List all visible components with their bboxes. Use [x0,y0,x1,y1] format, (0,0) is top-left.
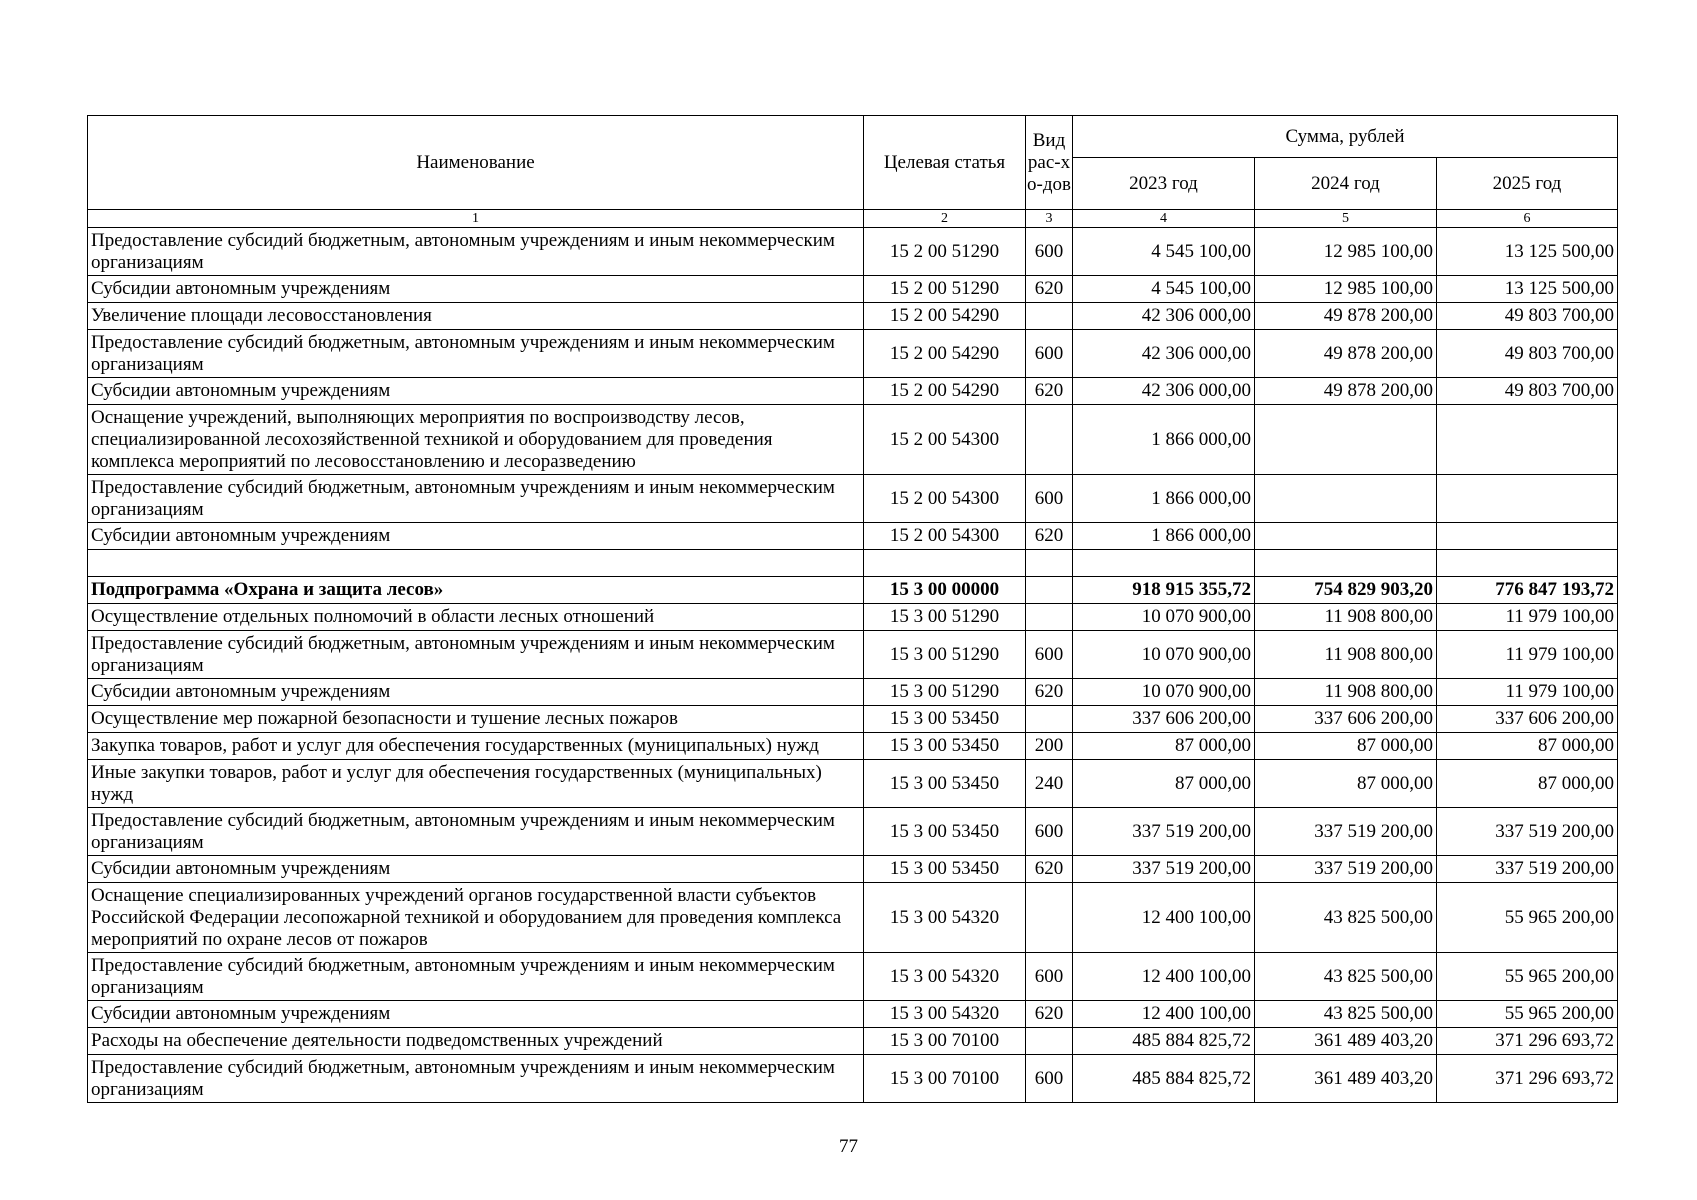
row-target-code: 15 3 00 51290 [864,679,1026,706]
row-amount-2023: 42 306 000,00 [1073,378,1255,405]
row-name: Субсидии автономным учреждениям [88,1001,864,1028]
table-row [88,303,1618,330]
row-target-code: 15 2 00 51290 [864,228,1026,276]
row-name: Оснащение специализированных учреждений органов государственной власти субъектов Российской Федерации лесопожарной техникой и оборудованием для проведения комплекса мероприятий по охране лесов от пожаров [88,883,864,953]
row-name: Предоставление субсидий бюджетным, автономным учреждениям и иным некоммерческим организациям [88,1055,864,1103]
row-target-code: 15 2 00 51290 [864,276,1026,303]
row-target-code: 15 2 00 54300 [864,405,1026,475]
row-expense-kind: 200 [1026,733,1073,760]
row-name: Субсидии автономным учреждениям [88,856,864,883]
row-amount-2024: 337 519 200,00 [1255,808,1437,856]
row-amount-2025 [1437,523,1618,550]
row-amount-2023: 4 545 100,00 [1073,276,1255,303]
table-row [88,475,1618,523]
row-target-code: 15 3 00 53450 [864,856,1026,883]
row-amount-2023: 42 306 000,00 [1073,330,1255,378]
column-index: 5 [1255,210,1437,228]
row-target-code: 15 3 00 51290 [864,631,1026,679]
row-expense-kind [1026,303,1073,330]
row-amount-2025: 87 000,00 [1437,733,1618,760]
table-row [88,631,1618,679]
row-target-code: 15 2 00 54290 [864,330,1026,378]
row-amount-2023: 918 915 355,72 [1073,577,1255,604]
row-amount-2025: 13 125 500,00 [1437,228,1618,276]
row-amount-2024: 361 489 403,20 [1255,1028,1437,1055]
row-target-code: 15 3 00 70100 [864,1028,1026,1055]
table-row [88,856,1618,883]
row-expense-kind: 600 [1026,631,1073,679]
table-row [88,1028,1618,1055]
row-amount-2024: 12 985 100,00 [1255,276,1437,303]
header-code: Целевая статья [864,116,1026,210]
row-expense-kind: 620 [1026,1001,1073,1028]
header-year-2025: 2025 год [1437,158,1618,210]
row-target-code: 15 3 00 00000 [864,577,1026,604]
row-amount-2023: 87 000,00 [1073,733,1255,760]
table-body [88,228,1618,1103]
row-amount-2025: 55 965 200,00 [1437,883,1618,953]
row-name: Оснащение учреждений, выполняющих мероприятия по воспроизводству лесов, специализированной лесохозяйственной техникой и оборудованием для проведения комплекса мероприятий по лесовосстановлению и лесоразведению [88,405,864,475]
row-name: Осуществление мер пожарной безопасности и тушение лесных пожаров [88,706,864,733]
row-amount-2024 [1255,523,1437,550]
table-row [88,550,1618,577]
row-expense-kind: 600 [1026,808,1073,856]
table-row [88,330,1618,378]
table-row [88,523,1618,550]
row-expense-kind [1026,405,1073,475]
row-expense-kind: 600 [1026,953,1073,1001]
row-amount-2023: 12 400 100,00 [1073,1001,1255,1028]
table-row [88,276,1618,303]
row-amount-2025: 11 979 100,00 [1437,679,1618,706]
table-row [88,808,1618,856]
table-row [88,679,1618,706]
row-amount-2024: 43 825 500,00 [1255,1001,1437,1028]
table-row [88,706,1618,733]
row-amount-2024: 43 825 500,00 [1255,883,1437,953]
row-amount-2024: 11 908 800,00 [1255,604,1437,631]
row-amount-2025 [1437,405,1618,475]
row-amount-2024 [1255,405,1437,475]
header-year-2024: 2024 год [1255,158,1437,210]
row-amount-2023: 4 545 100,00 [1073,228,1255,276]
row-expense-kind: 240 [1026,760,1073,808]
row-amount-2024: 361 489 403,20 [1255,1055,1437,1103]
table-row [88,405,1618,475]
row-name: Предоставление субсидий бюджетным, автономным учреждениям и иным некоммерческим организациям [88,330,864,378]
row-expense-kind [1026,550,1073,577]
row-amount-2025: 11 979 100,00 [1437,631,1618,679]
row-target-code: 15 3 00 54320 [864,1001,1026,1028]
row-amount-2023 [1073,550,1255,577]
row-amount-2024: 49 878 200,00 [1255,378,1437,405]
row-expense-kind [1026,883,1073,953]
row-amount-2023: 10 070 900,00 [1073,631,1255,679]
row-amount-2024: 49 878 200,00 [1255,303,1437,330]
row-amount-2023: 337 519 200,00 [1073,808,1255,856]
row-target-code [864,550,1026,577]
table-row [88,760,1618,808]
row-target-code: 15 2 00 54300 [864,523,1026,550]
row-target-code: 15 2 00 54290 [864,378,1026,405]
row-expense-kind [1026,577,1073,604]
row-amount-2023: 485 884 825,72 [1073,1055,1255,1103]
row-amount-2024: 87 000,00 [1255,760,1437,808]
row-expense-kind [1026,604,1073,631]
row-amount-2025: 776 847 193,72 [1437,577,1618,604]
row-amount-2023: 12 400 100,00 [1073,953,1255,1001]
row-amount-2024: 87 000,00 [1255,733,1437,760]
row-target-code: 15 3 00 54320 [864,953,1026,1001]
row-name [88,550,864,577]
row-amount-2023: 337 606 200,00 [1073,706,1255,733]
row-amount-2025: 371 296 693,72 [1437,1028,1618,1055]
row-amount-2023: 1 866 000,00 [1073,405,1255,475]
row-amount-2025: 49 803 700,00 [1437,303,1618,330]
column-index: 2 [864,210,1026,228]
row-amount-2023: 87 000,00 [1073,760,1255,808]
row-amount-2025: 13 125 500,00 [1437,276,1618,303]
row-target-code: 15 3 00 53450 [864,733,1026,760]
row-name: Иные закупки товаров, работ и услуг для обеспечения государственных (муниципальных) нужд [88,760,864,808]
row-amount-2024: 11 908 800,00 [1255,631,1437,679]
column-index: 6 [1437,210,1618,228]
row-expense-kind: 620 [1026,276,1073,303]
column-index: 4 [1073,210,1255,228]
row-amount-2024: 337 519 200,00 [1255,856,1437,883]
row-amount-2024: 11 908 800,00 [1255,679,1437,706]
row-amount-2025: 371 296 693,72 [1437,1055,1618,1103]
row-name: Предоставление субсидий бюджетным, автономным учреждениям и иным некоммерческим организациям [88,953,864,1001]
row-name: Субсидии автономным учреждениям [88,679,864,706]
row-expense-kind [1026,1028,1073,1055]
row-name: Осуществление отдельных полномочий в области лесных отношений [88,604,864,631]
row-amount-2023: 12 400 100,00 [1073,883,1255,953]
table-header [88,116,1618,228]
row-expense-kind: 620 [1026,523,1073,550]
row-expense-kind: 620 [1026,378,1073,405]
row-name: Расходы на обеспечение деятельности подведомственных учреждений [88,1028,864,1055]
row-amount-2023: 1 866 000,00 [1073,523,1255,550]
table-row [88,733,1618,760]
row-amount-2024 [1255,550,1437,577]
row-amount-2023: 485 884 825,72 [1073,1028,1255,1055]
row-target-code: 15 3 00 54320 [864,883,1026,953]
row-amount-2023: 10 070 900,00 [1073,679,1255,706]
column-index: 3 [1026,210,1073,228]
row-amount-2024: 43 825 500,00 [1255,953,1437,1001]
row-expense-kind: 600 [1026,330,1073,378]
table-row [88,883,1618,953]
table-row [88,604,1618,631]
row-amount-2023: 337 519 200,00 [1073,856,1255,883]
row-amount-2023: 1 866 000,00 [1073,475,1255,523]
row-name: Увеличение площади лесовосстановления [88,303,864,330]
table-row [88,577,1618,604]
row-target-code: 15 3 00 53450 [864,808,1026,856]
column-index-row [88,210,1618,228]
row-name: Закупка товаров, работ и услуг для обеспечения государственных (муниципальных) нужд [88,733,864,760]
row-name: Субсидии автономным учреждениям [88,378,864,405]
row-target-code: 15 3 00 70100 [864,1055,1026,1103]
row-name: Подпрограмма «Охрана и защита лесов» [88,577,864,604]
row-amount-2024 [1255,475,1437,523]
row-target-code: 15 2 00 54300 [864,475,1026,523]
table-row [88,1055,1618,1103]
row-name: Субсидии автономным учреждениям [88,523,864,550]
row-target-code: 15 2 00 54290 [864,303,1026,330]
row-amount-2025: 49 803 700,00 [1437,378,1618,405]
row-name: Предоставление субсидий бюджетным, автономным учреждениям и иным некоммерческим организациям [88,475,864,523]
row-expense-kind: 620 [1026,856,1073,883]
row-name: Субсидии автономным учреждениям [88,276,864,303]
row-amount-2023: 42 306 000,00 [1073,303,1255,330]
header-sum: Сумма, рублей [1073,116,1618,158]
row-amount-2024: 12 985 100,00 [1255,228,1437,276]
row-name: Предоставление субсидий бюджетным, автономным учреждениям и иным некоммерческим организациям [88,228,864,276]
row-amount-2025: 11 979 100,00 [1437,604,1618,631]
row-amount-2024: 49 878 200,00 [1255,330,1437,378]
row-target-code: 15 3 00 51290 [864,604,1026,631]
row-amount-2023: 10 070 900,00 [1073,604,1255,631]
table-row [88,953,1618,1001]
header-name: Наименование [88,116,864,210]
row-amount-2025: 337 519 200,00 [1437,808,1618,856]
row-amount-2025 [1437,550,1618,577]
row-expense-kind: 600 [1026,1055,1073,1103]
header-kind: Вид рас-хо-дов [1026,116,1073,210]
row-name: Предоставление субсидий бюджетным, автономным учреждениям и иным некоммерческим организациям [88,631,864,679]
row-amount-2025 [1437,475,1618,523]
row-expense-kind: 620 [1026,679,1073,706]
row-target-code: 15 3 00 53450 [864,706,1026,733]
row-name: Предоставление субсидий бюджетным, автономным учреждениям и иным некоммерческим организациям [88,808,864,856]
row-expense-kind: 600 [1026,228,1073,276]
row-target-code: 15 3 00 53450 [864,760,1026,808]
budget-table [87,115,1618,1103]
table-row [88,228,1618,276]
row-amount-2025: 55 965 200,00 [1437,953,1618,1001]
row-amount-2025: 87 000,00 [1437,760,1618,808]
row-amount-2024: 754 829 903,20 [1255,577,1437,604]
page-number: 77 [839,1136,858,1157]
row-amount-2025: 337 519 200,00 [1437,856,1618,883]
row-amount-2025: 55 965 200,00 [1437,1001,1618,1028]
row-expense-kind: 600 [1026,475,1073,523]
row-amount-2024: 337 606 200,00 [1255,706,1437,733]
column-index: 1 [88,210,864,228]
table-row [88,378,1618,405]
header-year-2023: 2023 год [1073,158,1255,210]
table-row [88,1001,1618,1028]
row-amount-2025: 49 803 700,00 [1437,330,1618,378]
row-amount-2025: 337 606 200,00 [1437,706,1618,733]
row-expense-kind [1026,706,1073,733]
